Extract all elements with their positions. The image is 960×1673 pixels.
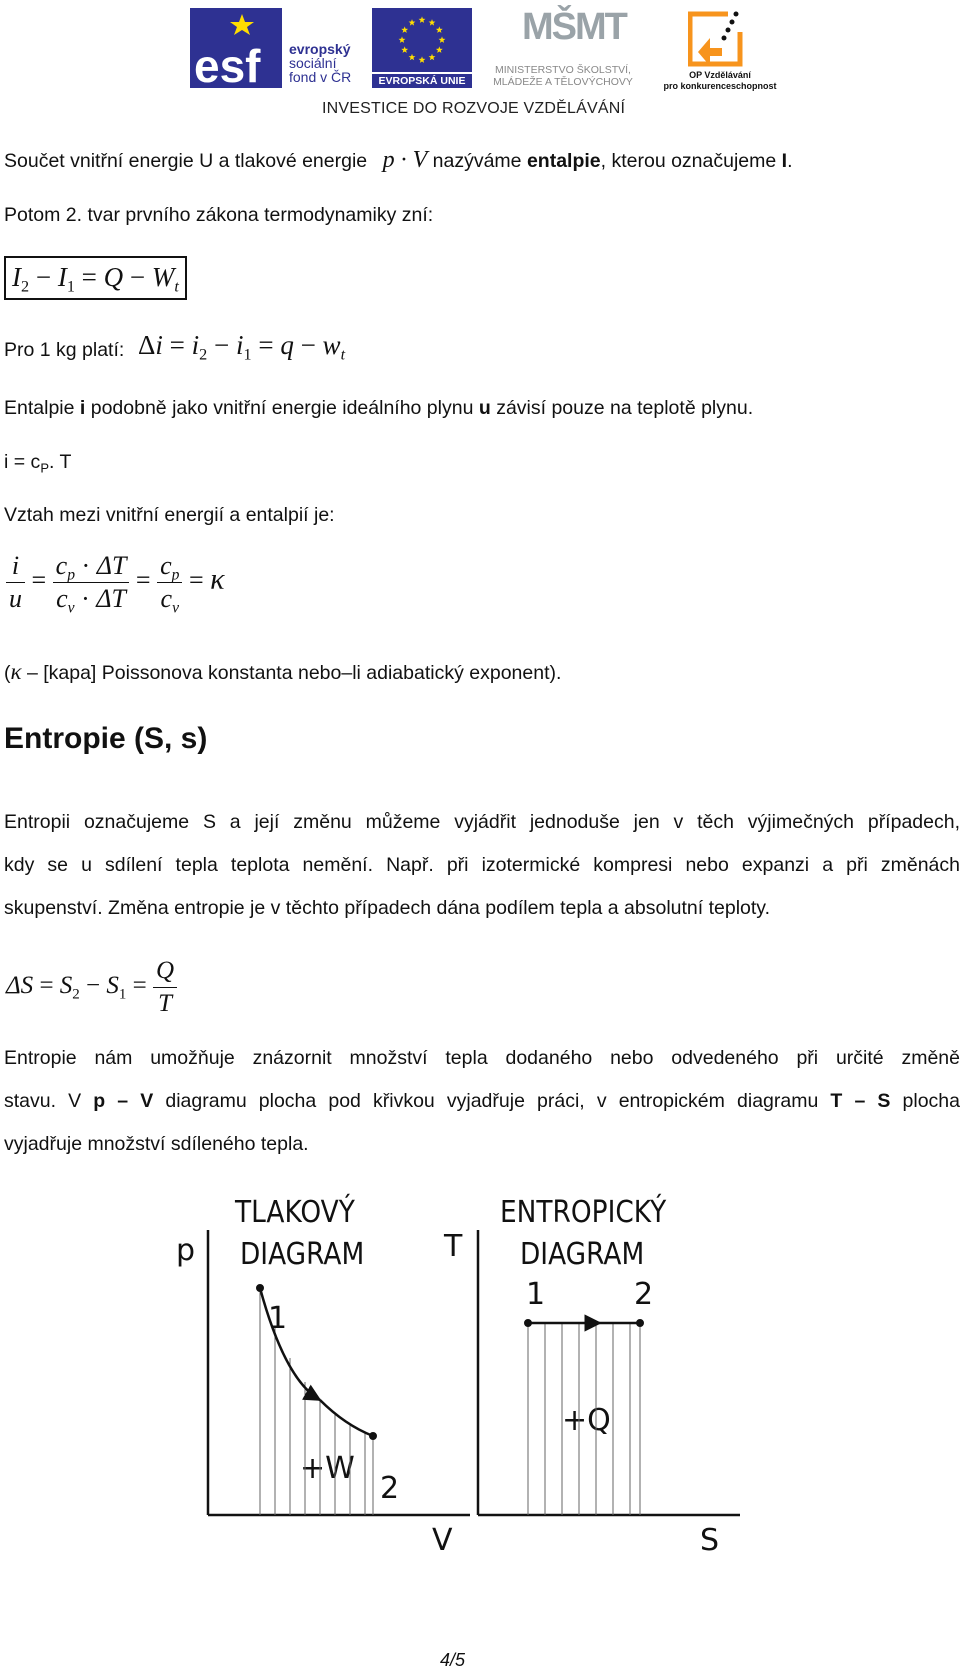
eq4-sub1: 1 <box>118 986 127 1003</box>
esf-name-line1: evropský <box>289 41 351 57</box>
p9-l2c: plocha <box>890 1090 960 1112</box>
msmt-name-line2: MLÁDEŽE A TĚLOVÝCHOVY <box>493 76 633 88</box>
eq2-minus: − <box>213 330 230 360</box>
eq4-dS: ΔS <box>6 972 34 1000</box>
eq1-sub2: 2 <box>21 277 30 296</box>
eq2-w: w <box>322 330 341 360</box>
op-logo-graphic <box>688 8 750 70</box>
eq3-p2: p <box>171 566 180 584</box>
eq4-S2: S <box>59 972 73 1000</box>
equation-kappa <box>6 550 225 615</box>
eq4-minus: − <box>86 972 101 1000</box>
eq2-equals2: = <box>258 330 274 360</box>
page-number: 4/5 <box>440 1650 466 1670</box>
banner-text: INVESTICE DO ROZVOJE VZDĚLÁVÁNÍ <box>322 100 626 117</box>
diagrams-figure <box>170 1180 770 1565</box>
eq4-equals2: = <box>132 972 147 1000</box>
op-logo <box>660 8 780 92</box>
eq3-i: i <box>6 550 25 583</box>
pv-point1-dot <box>257 1285 264 1292</box>
p9-line3: vyjadřuje množství sdíleného tepla. <box>4 1133 309 1155</box>
eq4-sub2: 2 <box>72 986 80 1003</box>
eq3-cp2: c <box>160 551 172 580</box>
pv-title-line1: TLAKOVÝ <box>235 1194 355 1230</box>
ts-point2-dot <box>637 1320 644 1327</box>
p7-kappa: κ <box>10 659 22 684</box>
esf-name-line3: fond v ČR <box>289 69 352 85</box>
p1-middle: nazýváme <box>427 150 527 172</box>
p5-sub: P <box>40 460 49 476</box>
eq1-minus2: − <box>129 262 146 292</box>
eq2-delta: Δ <box>138 330 156 360</box>
eq3-cp-num: c <box>55 551 68 580</box>
section-heading-entropy: Entropie (S, s) <box>4 722 208 755</box>
eq2-equals: = <box>169 330 185 360</box>
eq3-dot-num: · <box>81 551 91 580</box>
header-logos <box>0 0 960 125</box>
ts-y-axis-label: T <box>444 1229 463 1264</box>
p7-text: – [kapa] Poissonova konstanta nebo–li adiabatický exponent). <box>21 662 562 684</box>
msmt-name-line1: MINISTERSTVO ŠKOLSTVÍ, <box>495 64 631 76</box>
pv-y-axis-label: p <box>176 1233 196 1268</box>
eq1-Q: Q <box>103 262 124 292</box>
ts-area-label: +Q <box>562 1403 611 1438</box>
p8-line2: kdy se u sdílení tepla teplota nemění. Např. při izotermické kompresi nebo expanzi a při změnách <box>4 854 960 876</box>
eq2-sub2: 2 <box>199 345 208 364</box>
esf-logo-letters: esf <box>194 40 261 88</box>
msmt-logo-letters: MŠMT <box>522 6 626 48</box>
eq2-subt: t <box>340 345 346 364</box>
eq2-q: q <box>280 330 294 360</box>
eq3-v2: v <box>172 599 179 617</box>
pv-process-curve-tail <box>320 1400 373 1436</box>
ts-x-axis-label: S <box>700 1523 720 1558</box>
paragraph-second-form: Potom 2. tvar prvního zákona termodynamiky zní: <box>4 204 434 226</box>
paragraph-relation-intro: Vztah mezi vnitřní energií a entalpií je: <box>4 504 335 526</box>
ts-point1-dot <box>525 1320 532 1327</box>
p5-t2: . T <box>48 451 72 473</box>
p4-t2: podobně jako vnitřní energie ideálního plynu <box>85 397 479 419</box>
eq3-cv-den: c <box>56 584 68 613</box>
p4-t1: Entalpie <box>4 397 80 419</box>
eq2-i: i <box>155 330 163 360</box>
eq1-minus: − <box>35 262 52 292</box>
eu-logo <box>372 8 472 88</box>
p1-after: , kterou označujeme <box>600 150 782 172</box>
eq3-equals2: = <box>135 565 151 595</box>
p1-bold-I: I <box>781 150 788 172</box>
eq3-dT-den: ΔT <box>96 584 126 613</box>
eq3-p-num: p <box>67 566 76 584</box>
eq4-S1: S <box>106 972 119 1000</box>
ts-title-line2: DIAGRAM <box>520 1236 645 1272</box>
eq3-equals3: = <box>188 565 204 595</box>
p1-before: Součet vnitřní energie U a tlakové energie <box>4 150 368 172</box>
p1-math: p · V <box>382 147 428 173</box>
formula-i-cp-T <box>4 450 71 474</box>
p4-bold-u: u <box>478 397 491 419</box>
eq3-v-den: v <box>67 599 75 617</box>
equation-first-law-boxed <box>4 256 187 300</box>
eq4-T: T <box>158 990 172 1017</box>
p5-t1: i = c <box>4 451 41 473</box>
paragraph-poisson <box>4 660 561 685</box>
pv-point2-dot <box>370 1433 377 1440</box>
paragraph-entropy-diagrams <box>4 1037 960 1166</box>
eq3-u: u <box>9 584 22 613</box>
eq4-Q: Q <box>153 955 177 988</box>
p9-bold-pv: p – V <box>93 1090 154 1112</box>
eq3-kappa: κ <box>210 562 225 596</box>
eq3-equals1: = <box>31 565 47 595</box>
eq2-i2: i <box>191 330 200 360</box>
eq2-i1: i <box>235 330 244 360</box>
eq3-cv2: c <box>160 584 173 613</box>
pv-area-label: +W <box>300 1451 355 1486</box>
paragraph-enthalpy-temperature <box>4 396 753 420</box>
p9-l2b: diagramu plocha pod křivkou vyjadřuje práci, v entropickém diagramu <box>153 1090 831 1112</box>
eu-flag-icon <box>372 8 472 72</box>
pv-x-axis-label: V <box>432 1523 453 1558</box>
p9-l2a: stavu. V <box>4 1090 94 1112</box>
eu-label: EVROPSKÁ UNIE <box>372 74 472 88</box>
p9-line1: Entropie nám umožňuje znázornit množství tepla dodaného nebo odvedeného při určité změně <box>4 1047 960 1069</box>
p9-bold-ts: T – S <box>830 1090 891 1112</box>
pv-title-line2: DIAGRAM <box>240 1236 365 1272</box>
eq1-subt: t <box>174 277 179 296</box>
equation-entropy-change <box>6 955 177 1020</box>
p7-open: ( <box>4 662 11 684</box>
p4-bold-i: i <box>79 397 86 419</box>
eq3-dT-num: ΔT <box>96 551 127 580</box>
esf-logo <box>190 8 362 88</box>
p1-bold-enthalpy: entalpie <box>526 150 601 172</box>
op-name-line1: OP Vzdělávání <box>689 70 751 80</box>
pv-point2-label: 2 <box>380 1471 400 1506</box>
paragraph-enthalpy-definition <box>4 148 793 173</box>
esf-name-line2: sociální <box>289 55 337 71</box>
p8-line3: skupenství. Změna entropie je v těchto případech dána podílem tepla a absolutní teploty. <box>4 897 771 919</box>
eq2-sub1: 1 <box>243 345 252 364</box>
p1-end: . <box>787 150 793 172</box>
eq1-I2: I <box>12 262 21 292</box>
eq3-dot-den: · <box>81 584 90 613</box>
eq1-equals: = <box>81 262 97 292</box>
eq4-equals: = <box>39 972 54 1000</box>
esf-logo-graphic <box>190 8 282 88</box>
pv-point1-label: 1 <box>268 1301 288 1336</box>
eq2-minus2: − <box>300 330 316 360</box>
ts-title-line1: ENTROPICKÝ <box>500 1194 667 1230</box>
p8-line1: Entropii označujeme S a její změnu můžeme vyjádřit jednoduše jen v těch výjimečných případech, <box>4 811 960 833</box>
p4-t3: závisí pouze na teplotě plynu. <box>490 397 754 419</box>
op-name-line2: pro konkurenceschopnost <box>663 81 777 91</box>
eq1-sub1: 1 <box>66 277 75 296</box>
ts-point1-label: 1 <box>526 1277 546 1312</box>
msmt-logo <box>478 6 648 90</box>
eq1-W: W <box>151 262 175 292</box>
paragraph-entropy-intro <box>4 801 960 930</box>
p3-label: Pro 1 kg platí: <box>4 339 125 361</box>
ts-point2-label: 2 <box>634 1277 654 1312</box>
eq1-I1: I <box>57 262 67 292</box>
